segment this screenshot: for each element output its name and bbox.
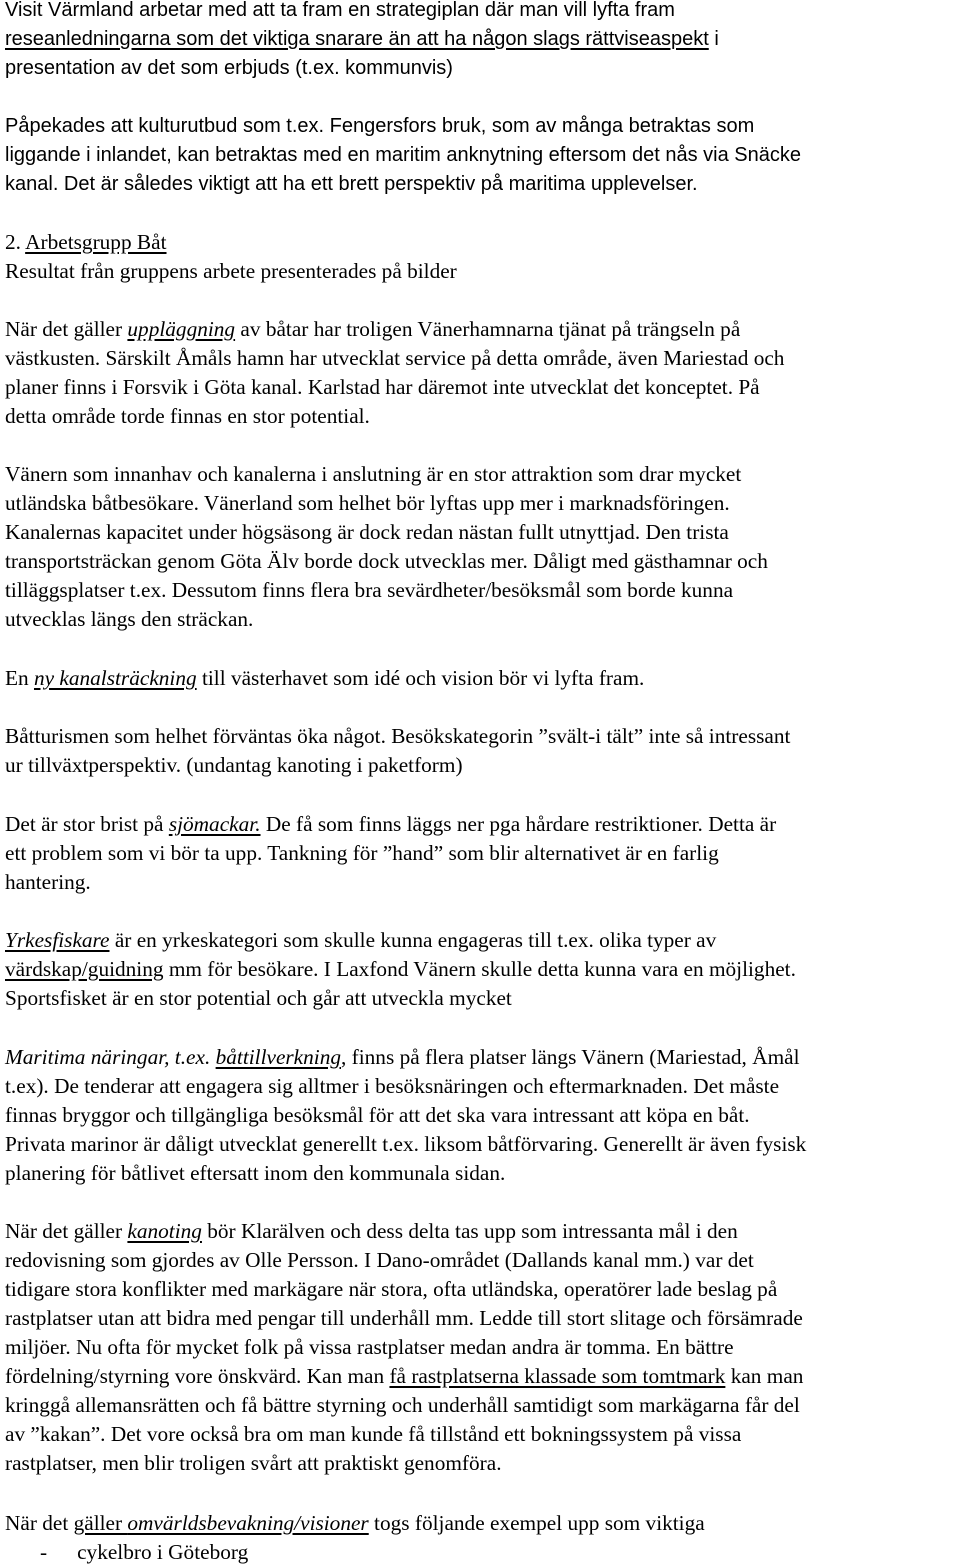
emphasis-term: sjömackar.	[168, 812, 261, 836]
text-line: Visit Värmland arbetar med att ta fram en strategiplan där man vill lyfta fram	[5, 0, 675, 21]
text-line: ett problem som vi bör ta upp. Tankning för ”hand” som blir alternativet är en farlig	[5, 841, 719, 865]
text-line: detta område torde finnas en stor potential.	[5, 404, 370, 428]
text-line: När det gäller uppläggning av båtar har troligen Vänerhamnarna tjänat på trängseln på	[5, 317, 741, 341]
section-title: Arbetsgrupp Båt	[25, 230, 167, 254]
text-line: Maritima näringar, t.ex. båttillverkning, finns på flera platser längs Vänern (Mariestad, Åmål	[5, 1045, 800, 1069]
text-line: Vänern som innanhav och kanalerna i anslutning är en stor attraktion som drar mycket	[5, 462, 742, 486]
emphasis-term: omvärldsbevakning/visioner	[127, 1511, 369, 1535]
emphasis-term: Yrkesfiskare	[5, 928, 110, 952]
text-line: När det gäller kanoting bör Klarälven och dess delta tas upp som intressanta mål i den	[5, 1219, 738, 1243]
text-line: ur tillväxtperspektiv. (undantag kanoting i paketform)	[5, 753, 463, 777]
list-bullet: -	[40, 1540, 48, 1564]
text-line: Det är stor brist på sjömackar. De få som finns läggs ner pga hårdare restriktioner. Detta är	[5, 812, 777, 836]
text-line: tilläggsplatser t.ex. Dessutom finns flera bra sevärdheter/besöksmål som borde kunna	[5, 578, 734, 602]
emphasis-term: uppläggning	[127, 317, 236, 341]
text-line: planer finns i Forsvik i Göta kanal. Karlstad har däremot inte utvecklat det konceptet. På	[5, 375, 760, 399]
text-line: av ”kakan”. Det vore också bra om man kunde få tillstånd ett bokningssystem på vissa	[5, 1422, 742, 1446]
text-line: Resultat från gruppens arbete presenterades på bilder	[5, 259, 457, 283]
list-item	[40, 1538, 248, 1567]
text-line: rastplatser utan att bidra med pengar till underhåll mm. Ledde till stort slitage och försämrade	[5, 1306, 803, 1330]
text-line: västkusten. Särskilt Åmåls hamn har utvecklat service på detta område, även Mariestad och	[5, 346, 785, 370]
text-line: utländska båtbesökare. Vänerland som helhet bör lyftas upp mer i marknadsföringen.	[5, 491, 730, 515]
text-line: Påpekades att kulturutbud som t.ex. Fengersfors bruk, som av många betraktas som	[5, 115, 755, 137]
section-number: 2.	[5, 230, 21, 254]
text-line: t.ex). De tenderar att engagera sig alltmer i besöksnäringen och eftermarknaden. Det måste	[5, 1074, 780, 1098]
section-heading	[5, 228, 167, 257]
text-line: planering för båtlivet eftersatt inom den kommunala sidan.	[5, 1161, 506, 1185]
text-line: En ny kanalsträckning till västerhavet som idé och vision bör vi lyfta fram.	[5, 666, 645, 690]
text-line: tidigare stora konflikter med markägare när stora, ofta utländska, operatörer lade beslag på	[5, 1277, 778, 1301]
text-line: fördelning/styrning vore önskvärd. Kan man få rastplatserna klassade som tomtmark kan man	[5, 1364, 804, 1388]
emphasis-term: kanoting	[127, 1219, 202, 1243]
text-line: värdskap/guidning mm för besökare. I Laxfond Vänern skulle detta kunna vara en möjlighet.	[5, 957, 796, 981]
emphasis-term: båttillverkning	[215, 1045, 341, 1069]
text-line: redovisning som gjordes av Olle Persson. I Dano-området (Dallands kanal mm.) var det	[5, 1248, 754, 1272]
text-line: utvecklas längs den sträckan.	[5, 607, 254, 631]
text-line: transportsträckan genom Göta Älv borde dock utvecklas mer. Dåligt med gästhamnar och	[5, 549, 768, 573]
text-line: Privata marinor är dåligt utvecklat generellt t.ex. liksom båtförvaring. Generellt är även fysisk	[5, 1132, 807, 1156]
text-line: kringgå allemansrätten och få bättre styrning och underhåll samtidigt som markägarna får del	[5, 1393, 800, 1417]
underlined-phrase: gäller	[73, 1511, 128, 1535]
text-line: Yrkesfiskare är en yrkeskategori som skulle kunna engageras till t.ex. olika typer av	[5, 928, 717, 952]
text-line: liggande i inlandet, kan betraktas med en maritim anknytning eftersom det nås via Snäcke	[5, 144, 801, 166]
text-line: rastplatser, men blir troligen svårt att praktiskt genomföra.	[5, 1451, 502, 1475]
text-line: När det gäller omvärldsbevakning/visioner togs följande exempel upp som viktiga	[5, 1511, 705, 1535]
text-line: Båtturismen som helhet förväntas öka något. Besökskategorin ”svält-i tält” inte så intressant	[5, 724, 791, 748]
underlined-phrase: värdskap/guidning	[5, 957, 164, 981]
emphasis-term: ny kanalsträckning	[33, 666, 197, 690]
text-line: hantering.	[5, 870, 91, 894]
underlined-phrase: få rastplatserna klassade som tomtmark	[389, 1364, 726, 1388]
list-item-text: cykelbro i Göteborg	[77, 1540, 249, 1564]
text-line: miljöer. Nu ofta för mycket folk på vissa rastplatser medan andra är tomma. En bättre	[5, 1335, 734, 1359]
text-line: presentation av det som erbjuds (t.ex. kommunvis)	[5, 57, 453, 79]
italic-phrase: Maritima näringar, t.ex.	[5, 1045, 216, 1069]
text-line: reseanledningarna som det viktiga snarare än att ha någon slags rättviseaspekt i	[5, 28, 719, 50]
text-line: finnas bryggor och tillgängliga besöksmål för att det ska vara intressant att köpa en båt.	[5, 1103, 750, 1127]
text-line: kanal. Det är således viktigt att ha ett brett perspektiv på maritima upplevelser.	[5, 173, 698, 195]
underlined-phrase: reseanledningarna som det viktiga snarare än att ha någon slags rättviseaspekt	[5, 28, 709, 50]
text-line: Kanalernas kapacitet under högsäsong är dock redan nästan fullt utnyttjad. Den trista	[5, 520, 729, 544]
text-line: Sportsfisket är en stor potential och går att utveckla mycket	[5, 986, 512, 1010]
